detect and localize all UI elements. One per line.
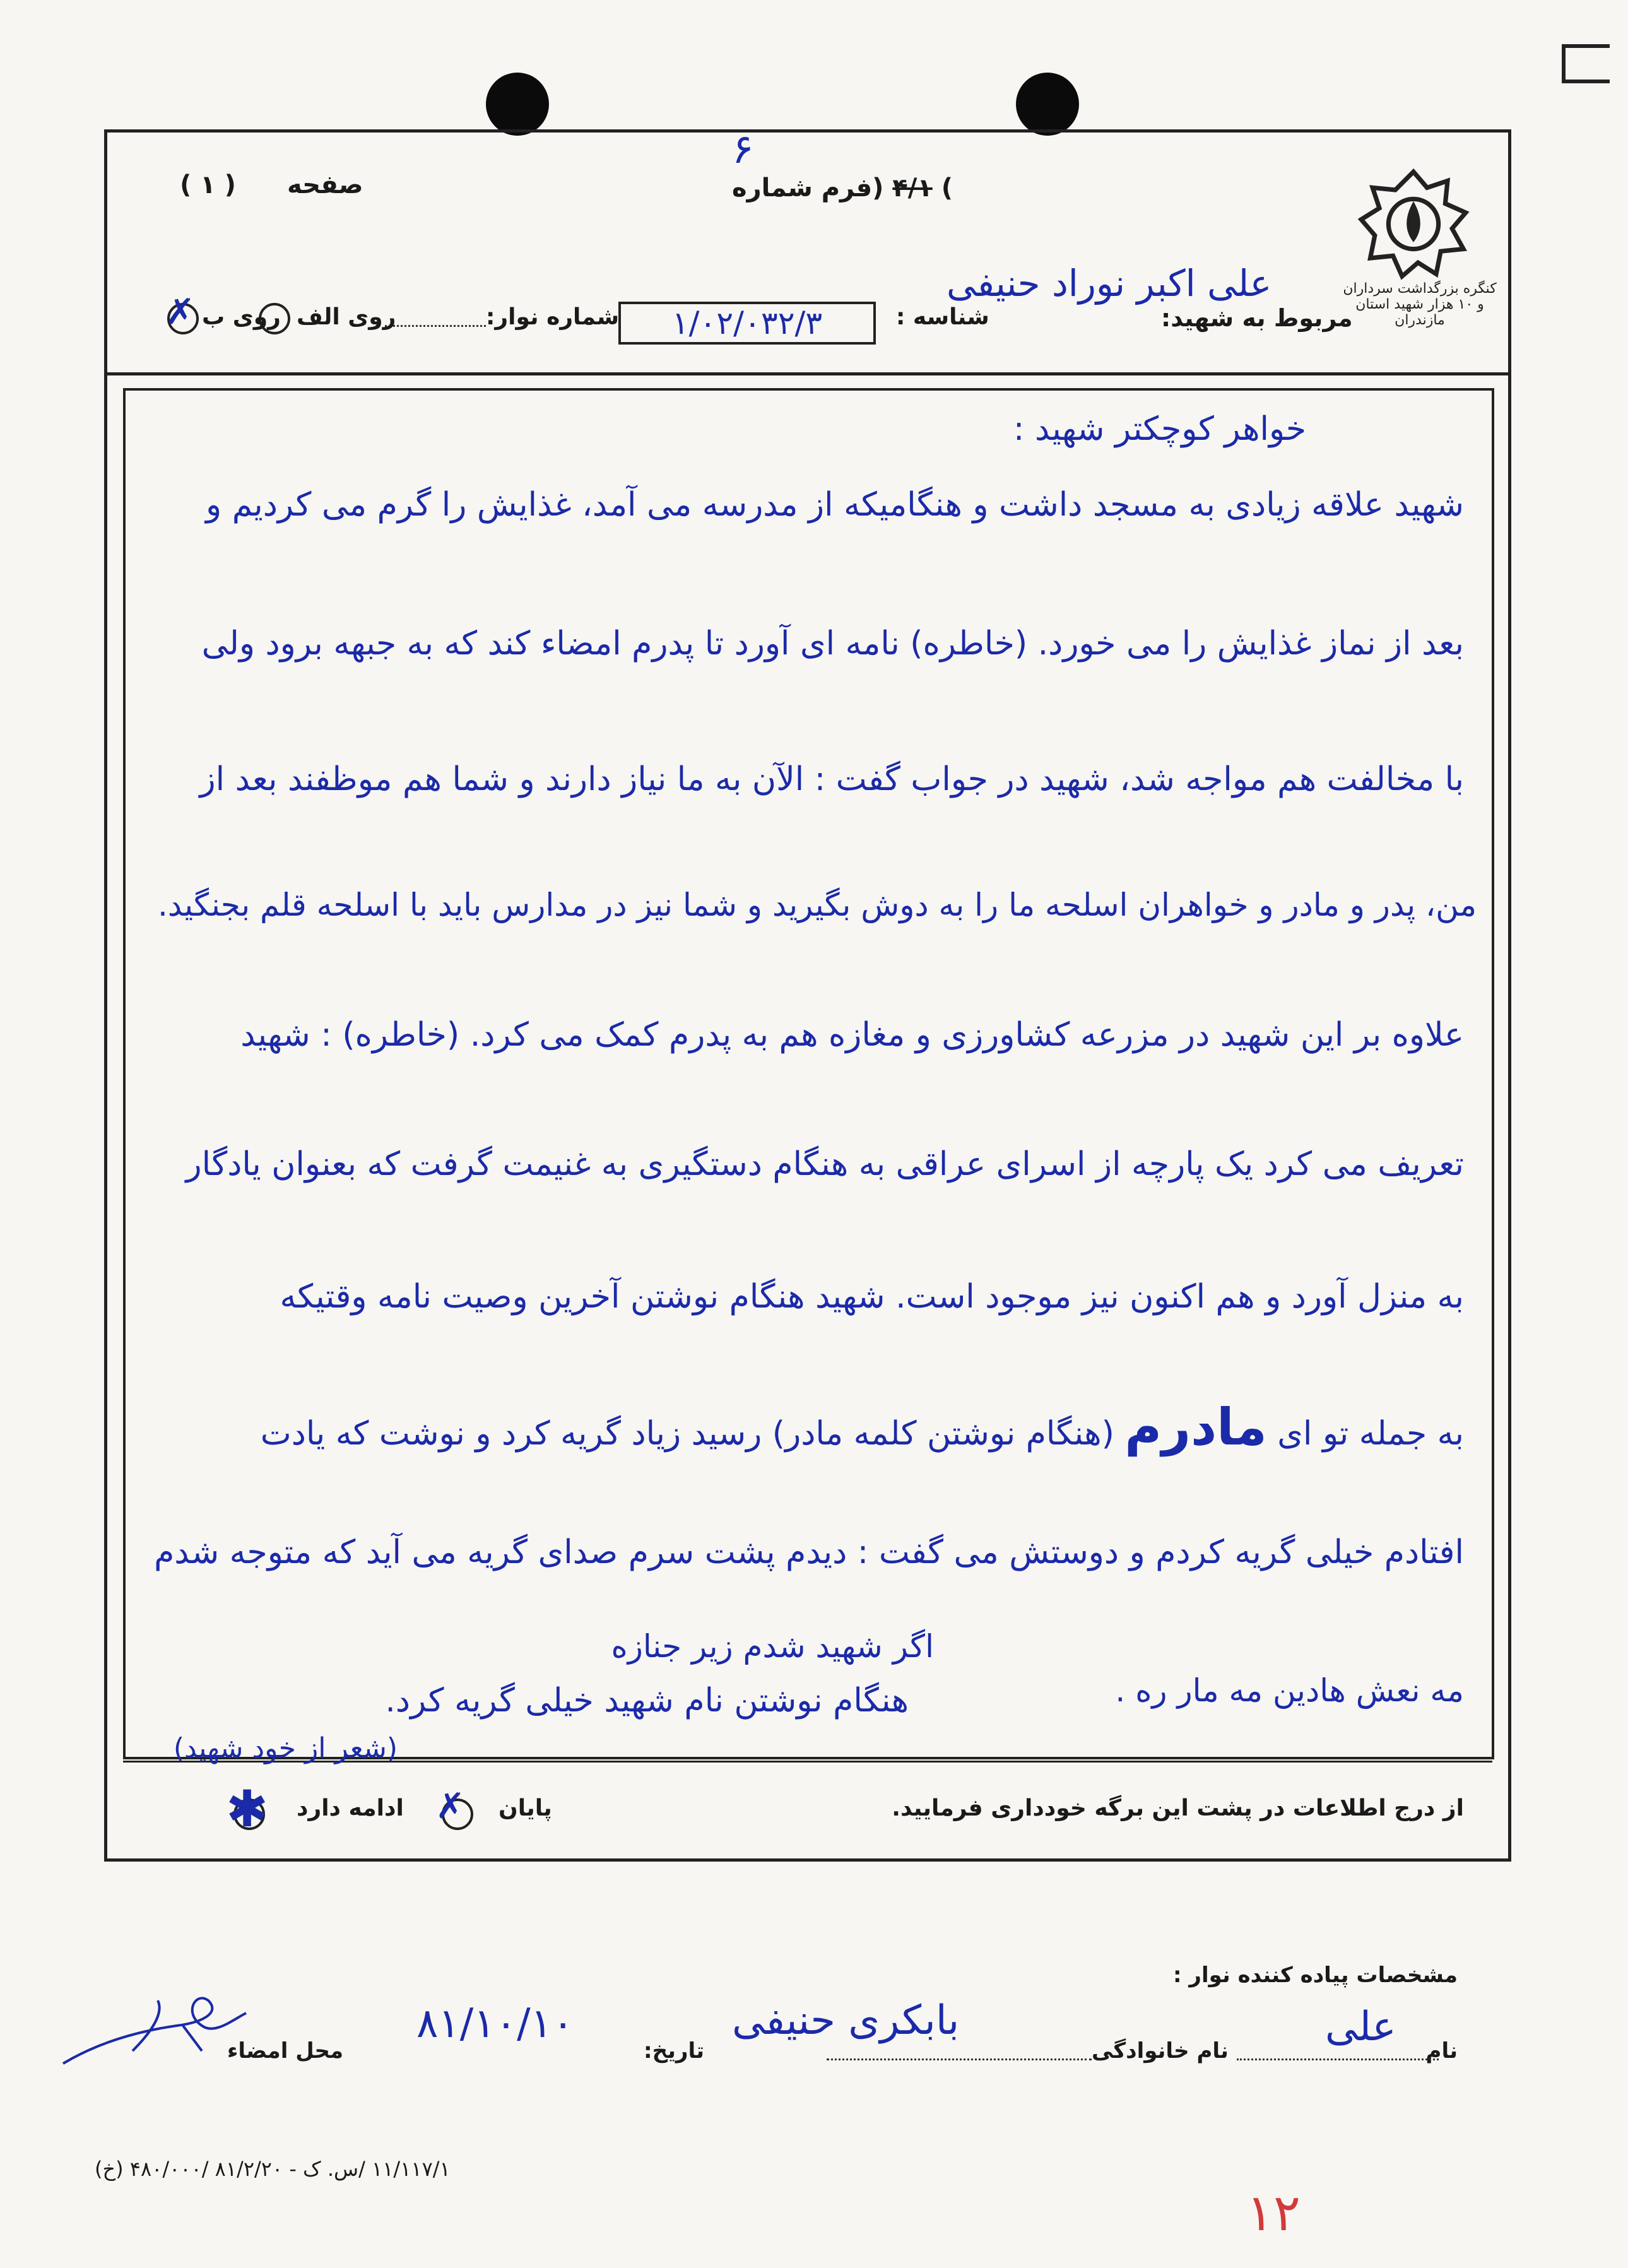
side-b-check-mark: ✗ xyxy=(165,292,195,333)
form-close-paren: ) xyxy=(941,174,953,203)
body-poem-line: مه نعش هادین مه مار ره . xyxy=(1115,1672,1464,1709)
id-value-box xyxy=(618,302,876,345)
id-value: ۱/۰۲/۰۳۲/۳ xyxy=(671,305,823,341)
form-number xyxy=(732,174,953,203)
tape-label: شماره نوار: xyxy=(486,304,620,330)
corner-mark xyxy=(1562,44,1610,83)
body-line-13: (شعر از خود شهید) xyxy=(173,1732,398,1764)
body-line-11: اگر شهید شدم زیر جنازه xyxy=(611,1628,934,1665)
form-number-handwritten: ۶ xyxy=(732,126,754,173)
continue-scribble: ✱ xyxy=(226,1780,269,1838)
end-check-mark: ✗ xyxy=(435,1786,465,1827)
form-number-struck: ۴/۱ xyxy=(892,174,933,203)
document-code: ۱۱/۱۱۷/۱ /س. ک - ۸۱/۲/۲۰ /۴۸۰/۰۰۰ (خ) xyxy=(95,2157,451,2181)
name-underline xyxy=(1237,2058,1439,2060)
continue-label: ادامه دارد xyxy=(297,1795,404,1821)
signature-icon xyxy=(57,1988,259,2076)
body-line-10: افتادم خیلی گریه کردم و دوستش می گفت : دیدم پشت سرم صدای گریه می آید که متوجه شدم xyxy=(154,1533,1464,1571)
martyr-name: علی اکبر نوراد حنیفی xyxy=(947,262,1272,305)
date-label: تاریخ: xyxy=(644,2038,704,2064)
side-a-label: روی الف xyxy=(297,304,396,330)
body-line-6: علاوه بر این شهید در مزرعه کشاورزی و مغازه هم به پدرم کمک می کرد. (خاطره) : شهید xyxy=(240,1016,1464,1054)
punch-hole-left xyxy=(486,73,549,136)
form-label: (فرم شماره xyxy=(732,174,884,203)
name-value: علی xyxy=(1325,2004,1396,2050)
name-label: نام xyxy=(1425,2038,1458,2064)
body-line-4: با مخالفت هم مواجه شد، شهید در جواب گفت : الآن به ما نیاز دارند و شما هم موظفند بعد از xyxy=(199,760,1464,798)
family-value: بابکری حنیفی xyxy=(732,1997,960,2044)
body-line-5: من، پدر و مادر و خواهران اسلحه ما را به دوش بگیرید و شما نیز در مدارس باید با اسلحه قلم بجنگید. xyxy=(158,887,1477,923)
page-value: ( ۱ ) xyxy=(180,170,236,199)
footer-notice: از درج اطلاعات در پشت این برگه خودداری فرمایید. xyxy=(892,1795,1464,1821)
side-b-label: روی ب xyxy=(202,304,281,330)
body-line-12: هنگام نوشتن نام شهید خیلی گریه کرد. xyxy=(385,1682,909,1720)
date-value: ۸۱/۱۰/۱۰ xyxy=(416,2000,574,2047)
tape-number-blank xyxy=(385,325,486,327)
body-line-9-start: به جمله تو ای xyxy=(1277,1415,1464,1453)
martyr-label: مربوط به شهید: xyxy=(1161,304,1353,332)
transcriber-label: مشخصات پیاده کننده نوار : xyxy=(1172,1963,1458,1988)
id-label: شناسه : xyxy=(896,304,989,330)
logo-caption: کنگره بزرگداشت سرداران و ۱۰ هزار شهید استان مازندران xyxy=(1343,281,1497,328)
body-line-1: خواهر کوچکتر شهید : xyxy=(1013,410,1306,448)
page-number: ۱۲ xyxy=(1246,2183,1301,2242)
body-line-2: شهید علاقه زیادی به مسجد داشت و هنگامیکه از مدرسه می آمد، غذایش را گرم می کردیم و xyxy=(206,486,1464,524)
body-line-7: تعریف می کرد یک پارچه از اسرای عراقی به هنگام دستگیری به غنیمت گرفت که بعنوان یادگار xyxy=(186,1145,1464,1183)
congress-logo-icon xyxy=(1357,167,1470,281)
family-label: نام خانوادگی xyxy=(1092,2038,1229,2064)
body-line-9-rest: (هنگام نوشتن کلمه مادر) رسید زیاد گریه کرد و نوشت که یادت xyxy=(260,1415,1114,1453)
body-line-3: بعد از نماز غذایش را می خورد. (خاطره) نامه ای آورد تا پدرم امضاء کند که به جبهه برود ولی xyxy=(201,625,1464,663)
page-label: صفحه xyxy=(287,170,363,199)
body-line-9-emphasis: مادرم xyxy=(1124,1398,1267,1456)
body-line-8: به منزل آورد و هم اکنون نیز موجود است. شهید هنگام نوشتن آخرین وصیت نامه وقتیکه xyxy=(280,1278,1464,1316)
body-line-9 xyxy=(261,1398,1464,1456)
punch-hole-right xyxy=(1016,73,1079,136)
family-underline xyxy=(827,2058,1092,2060)
signature-label: محل امضاء xyxy=(227,2038,344,2064)
header-divider xyxy=(104,372,1508,375)
end-label: پایان xyxy=(498,1795,552,1821)
